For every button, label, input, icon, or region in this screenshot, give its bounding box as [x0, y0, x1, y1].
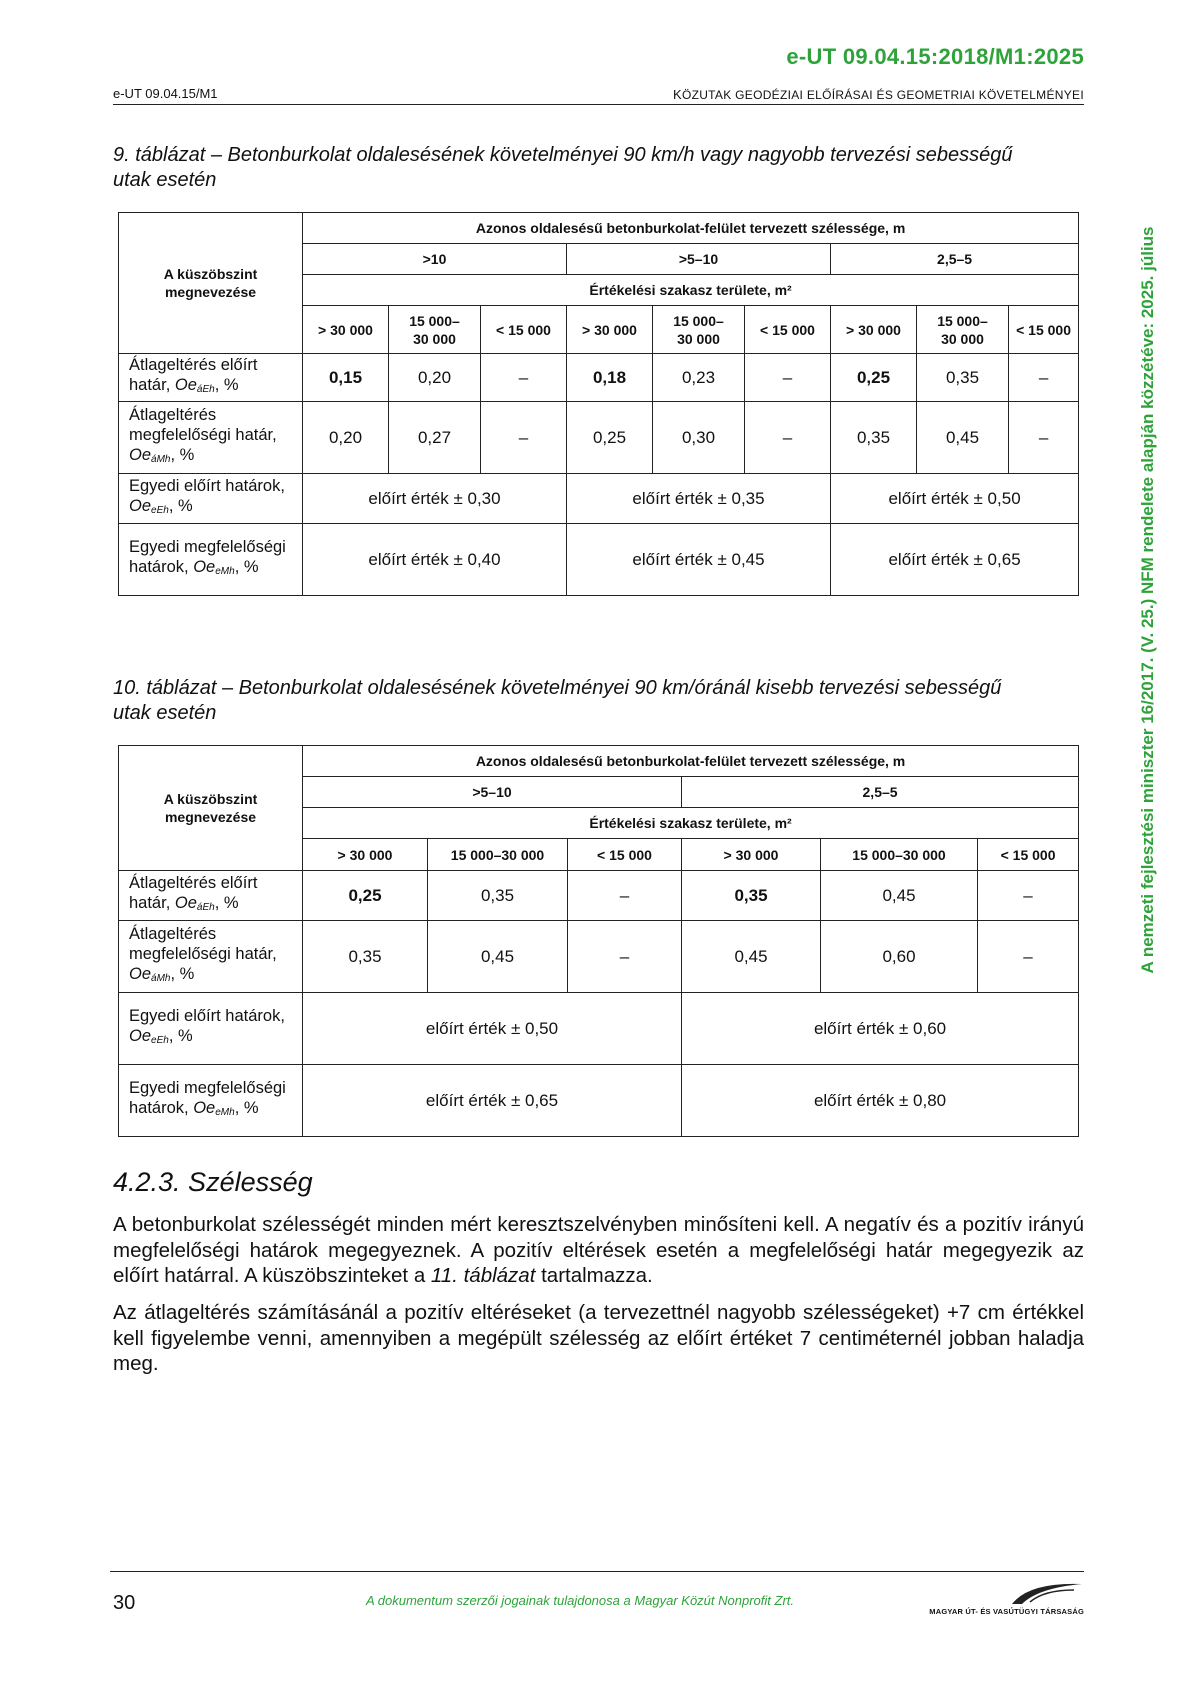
row-label-symbol: Oe	[129, 965, 152, 983]
table-cell: –	[745, 402, 831, 474]
table2-caption	[113, 676, 1013, 726]
row-label	[119, 524, 303, 596]
table-1	[118, 212, 1079, 596]
table2-caption-number: 10. táblázat	[113, 677, 217, 699]
table-cell: 0,45	[821, 871, 978, 921]
row-label-unit: , %	[170, 446, 195, 464]
row-label-text: Átlageltérés megfelelőségi határ,	[129, 406, 277, 444]
table2-caption-text: – Betonburkolat oldalesésének követelményei 90 km/óránál kisebb tervezési sebességű utak esetén	[113, 677, 1002, 724]
table2-area-header: Értékelési szakasz területe, m²	[303, 808, 1079, 839]
table-cell: 0,27	[389, 402, 481, 474]
header-subject	[673, 87, 1084, 102]
table2-subcol-header: 15 000–30 000	[428, 839, 568, 871]
table-cell: 0,35	[682, 871, 821, 921]
table-cell: –	[978, 871, 1079, 921]
row-label-symbol: Oe	[174, 894, 197, 912]
row-label-subscript: eEh	[151, 505, 169, 516]
section-heading: 4.2.3. Szélesség	[113, 1167, 313, 1197]
table-cell: előírt érték ± 0,40	[303, 524, 567, 596]
table-row	[119, 354, 1079, 402]
table-row	[119, 993, 1079, 1065]
row-label	[119, 871, 303, 921]
table-cell: előírt érték ± 0,60	[682, 993, 1079, 1065]
table2-width-header: Azonos oldalesésű betonburkolat-felület tervezett szélessége, m	[303, 746, 1079, 777]
table-cell: 0,25	[831, 354, 917, 402]
table-cell: előírt érték ± 0,80	[682, 1065, 1079, 1137]
table-cell: –	[568, 921, 682, 993]
table-cell: –	[481, 354, 567, 402]
table2-subcol-header: < 15 000	[568, 839, 682, 871]
table-2	[118, 745, 1079, 1137]
table-row	[119, 871, 1079, 921]
row-label-unit: , %	[214, 894, 239, 912]
row-label	[119, 354, 303, 402]
table1-subcol-header: < 15 000	[745, 306, 831, 354]
table-cell: 0,25	[567, 402, 653, 474]
table-cell: 0,60	[821, 921, 978, 993]
row-label-unit: , %	[214, 376, 239, 394]
row-label-text: Átlageltérés előírt határ,	[129, 874, 258, 912]
table1-width-header: Azonos oldalesésű betonburkolat-felület tervezett szélessége, m	[303, 213, 1079, 244]
table1-subcol-header: < 15 000	[1009, 306, 1079, 354]
table1-subcol-header: > 30 000	[303, 306, 389, 354]
table1-subcol-header: 15 000– 30 000	[653, 306, 745, 354]
table-row	[119, 1065, 1079, 1137]
table-cell: 0,23	[653, 354, 745, 402]
row-label-unit: , %	[170, 965, 195, 983]
table-cell: 0,35	[917, 354, 1009, 402]
table1-caption	[113, 143, 1013, 193]
table-cell: előírt érték ± 0,65	[303, 1065, 682, 1137]
table-cell: 0,45	[682, 921, 821, 993]
row-label-symbol: Oe	[129, 446, 152, 464]
table1-group-header: >10	[303, 244, 567, 275]
table1-subcol-header: 15 000– 30 000	[389, 306, 481, 354]
table-cell: 0,35	[303, 921, 428, 993]
table-cell: –	[978, 921, 1079, 993]
row-label-text: Egyedi megfelelőségi határok,	[129, 538, 286, 576]
row-label-unit: , %	[168, 1027, 193, 1045]
row-label-text: Egyedi megfelelőségi határok,	[129, 1079, 286, 1117]
table1-subcol-header: < 15 000	[481, 306, 567, 354]
table-cell: 0,25	[303, 871, 428, 921]
table1-area-header: Értékelési szakasz területe, m²	[303, 275, 1079, 306]
table1-group-header: >5–10	[567, 244, 831, 275]
row-label-subscript: eEh	[151, 1035, 169, 1046]
table-cell: előírt érték ± 0,50	[831, 474, 1079, 524]
row-label-subscript: áMh	[151, 454, 171, 465]
table-reference: 11. táblázat	[430, 1264, 536, 1287]
document-code-green: e-UT 09.04.15:2018/M1:2025	[786, 44, 1084, 69]
table-row	[119, 402, 1079, 474]
table-cell: –	[745, 354, 831, 402]
row-label-unit: , %	[168, 497, 193, 515]
row-label-subscript: eMh	[215, 1107, 235, 1118]
paragraph-2: Az átlageltérés számításánál a pozitív eltéréseket (a tervezettnél nagyobb szélességeket) +7 cm értékkel kell figyelembe venni, amennyiben a megépült szélesség az előírt értéket 7 centiméternél jobban haladja meg.	[113, 1301, 1084, 1375]
row-label-unit: , %	[234, 1099, 259, 1117]
row-label-symbol: Oe	[129, 1027, 152, 1045]
table2-subcol-header: > 30 000	[303, 839, 428, 871]
row-label	[119, 1065, 303, 1137]
paragraph-1-end: tartalmazza.	[535, 1264, 653, 1287]
page-number: 30	[113, 1592, 136, 1614]
header-rule	[113, 104, 1084, 105]
row-label-subscript: eMh	[215, 566, 235, 577]
paragraph-1	[113, 1212, 1084, 1289]
row-label-symbol: Oe	[129, 497, 152, 515]
table-cell: –	[1009, 402, 1079, 474]
table-row	[119, 524, 1079, 596]
paragraph-1-text: A betonburkolat szélességét minden mért keresztszelvényben minősíteni kell. A negatív és a pozitív irányú megfelelőségi határok megegyeznek. A pozitív eltérések esetén a megfelelőségi határ megegyezik az előírt határral. A küszöbszinteket a	[113, 1213, 1084, 1287]
table-cell: –	[1009, 354, 1079, 402]
row-label-symbol: Oe	[193, 558, 216, 576]
table-row	[119, 474, 1079, 524]
row-label-subscript: áEh	[196, 384, 215, 395]
table-cell: előírt érték ± 0,65	[831, 524, 1079, 596]
header-document-code: e-UT 09.04.15/M1	[113, 86, 218, 101]
table2-subcol-header: > 30 000	[682, 839, 821, 871]
table2-corner-header: A küszöbszint megnevezése	[119, 746, 303, 871]
table1-caption-text: – Betonburkolat oldalesésének követelményei 90 km/h vagy nagyobb tervezési sebességű utak esetén	[113, 144, 1013, 191]
table-cell: 0,30	[653, 402, 745, 474]
table-cell: 0,35	[831, 402, 917, 474]
row-label-subscript: áMh	[151, 973, 171, 984]
table-cell: előírt érték ± 0,45	[567, 524, 831, 596]
table-cell: 0,20	[389, 354, 481, 402]
table2-subcol-header: 15 000–30 000	[821, 839, 978, 871]
row-label-symbol: Oe	[193, 1099, 216, 1117]
row-label-text: Átlageltérés előírt határ,	[129, 356, 258, 394]
row-label-text: Egyedi előírt határok,	[129, 1007, 285, 1025]
table1-subcol-header: > 30 000	[831, 306, 917, 354]
row-label	[119, 921, 303, 993]
table1-caption-number: 9. táblázat	[113, 144, 206, 166]
table-cell: 0,45	[428, 921, 568, 993]
header-subject-rest: ÖZUTAK GEODÉZIAI ELŐÍRÁSAI ÉS GEOMETRIAI KÖVETELMÉNYEI	[681, 88, 1084, 102]
table-cell: 0,20	[303, 402, 389, 474]
table-cell: 0,45	[917, 402, 1009, 474]
row-label-text: Egyedi előírt határok,	[129, 477, 285, 495]
footer-copyright: A dokumentum szerzői jogainak tulajdonosa a Magyar Közút Nonprofit Zrt.	[365, 1593, 794, 1608]
road-arc-icon	[934, 1578, 1084, 1608]
table-cell: 0,35	[428, 871, 568, 921]
row-label-subscript: áEh	[196, 902, 215, 913]
row-label	[119, 993, 303, 1065]
table1-subcol-header: > 30 000	[567, 306, 653, 354]
row-label-text: Átlageltérés megfelelőségi határ,	[129, 925, 277, 963]
table-cell: előírt érték ± 0,50	[303, 993, 682, 1065]
row-label	[119, 474, 303, 524]
table2-group-header: 2,5–5	[682, 777, 1079, 808]
society-logo	[929, 1578, 1084, 1618]
table1-subcol-header: 15 000– 30 000	[917, 306, 1009, 354]
row-label-symbol: Oe	[174, 376, 197, 394]
table1-corner-header: A küszöbszint megnevezése	[119, 213, 303, 354]
footer-rule	[110, 1571, 1084, 1572]
table-cell: 0,15	[303, 354, 389, 402]
table-cell: –	[481, 402, 567, 474]
table-cell: –	[568, 871, 682, 921]
table-row	[119, 921, 1079, 993]
table-cell: 0,18	[567, 354, 653, 402]
logo-text: MAGYAR ÚT- ÉS VASÚTÜGYI TÁRSASÁG	[929, 1607, 1084, 1616]
publication-side-note: A nemzeti fejlesztési miniszter 16/2017. (V. 25.) NFM rendelete alapján közzétéve: 2025. július	[1138, 226, 1157, 974]
table1-group-header: 2,5–5	[831, 244, 1079, 275]
table-cell: előírt érték ± 0,35	[567, 474, 831, 524]
header-subject-initial: K	[672, 87, 682, 102]
table-cell: előírt érték ± 0,30	[303, 474, 567, 524]
table2-group-header: >5–10	[303, 777, 682, 808]
row-label-unit: , %	[234, 558, 259, 576]
row-label	[119, 402, 303, 474]
table2-subcol-header: < 15 000	[978, 839, 1079, 871]
